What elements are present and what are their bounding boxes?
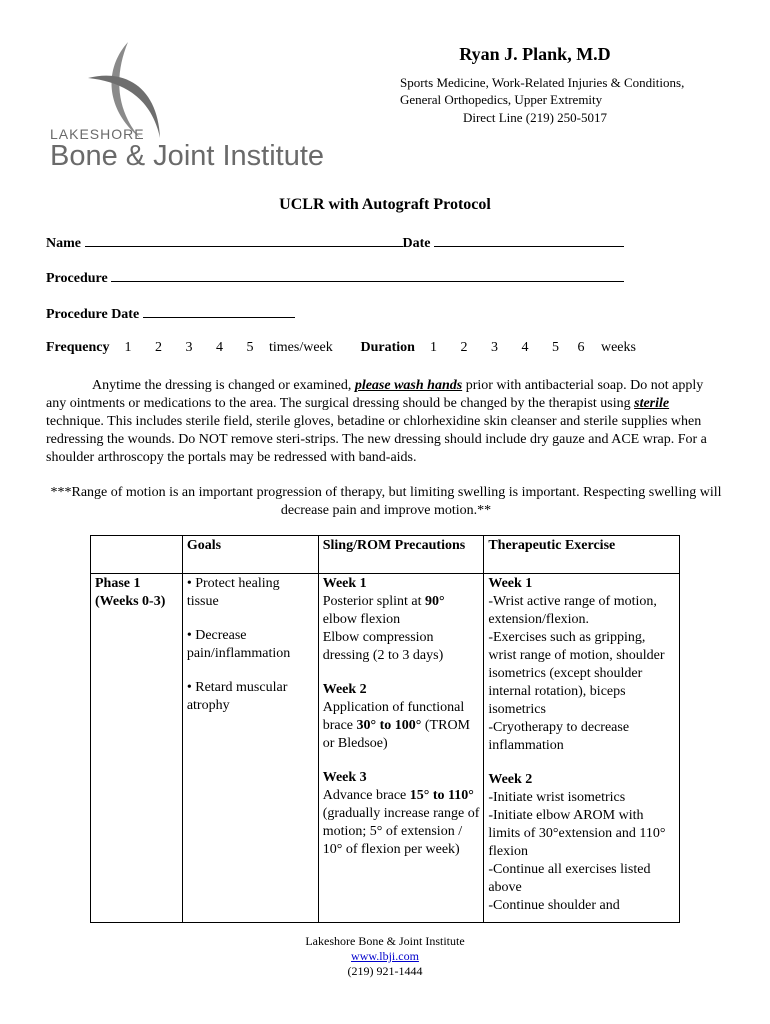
- direct-line: Direct Line (219) 250-5017: [462, 110, 608, 125]
- logo-text-bottom: Bone & Joint Institute: [50, 140, 325, 170]
- duration-option[interactable]: 4: [521, 340, 529, 355]
- ther-week-2: [488, 771, 675, 915]
- specialty: [400, 74, 730, 108]
- exercise-item: -Cryotherapy to decrease inflammation: [488, 720, 630, 753]
- wash-hands-emphasis: please wash hands: [354, 378, 463, 393]
- phase-title: Phase 1: [95, 576, 141, 591]
- degree-value: 90°: [425, 594, 445, 609]
- phase-weeks: (Weeks 0-3): [95, 594, 166, 609]
- week-heading: Week 2: [322, 682, 367, 697]
- goals-cell: [182, 574, 318, 923]
- procedure-label: Procedure: [46, 271, 108, 286]
- frequency-option[interactable]: 4: [216, 340, 224, 355]
- dressing-instructions: [46, 377, 716, 467]
- procedure-date-field[interactable]: [143, 305, 295, 318]
- text-span: Posterior splint at: [322, 594, 425, 609]
- sling-week-2-text: [323, 699, 480, 753]
- text-span: Advance brace: [322, 788, 410, 803]
- header-therapeutic-exercise: Therapeutic Exercise: [484, 536, 680, 574]
- frequency-duration-row: [46, 340, 636, 356]
- institute-logo: [48, 40, 328, 170]
- doctor-name: Ryan J. Plank, M.D: [459, 44, 611, 64]
- sling-week-1: [323, 575, 480, 665]
- sterile-emphasis: sterile: [634, 396, 670, 411]
- goal-item: • Decrease pain/inflammation: [186, 628, 291, 661]
- duration-unit: weeks: [600, 340, 636, 355]
- specialty-line-2: General Orthopedics, Upper Extremity: [400, 92, 603, 107]
- logo-text-top: LAKESHORE: [50, 126, 145, 142]
- header-sling-rom: Sling/ROM Precautions: [318, 536, 484, 574]
- duration-option[interactable]: 5: [551, 340, 559, 355]
- frequency-option[interactable]: 5: [246, 340, 254, 355]
- duration-option[interactable]: 1: [429, 340, 437, 355]
- week-heading: Week 1: [488, 576, 533, 591]
- protocol-table: [90, 535, 680, 923]
- page-title: UCLR with Autograft Protocol: [279, 196, 491, 213]
- exercise-item: -Exercises such as gripping, wrist range of motion, shoulder isometrics (except shoulder internal rotation), biceps isometrics: [488, 630, 665, 717]
- frequency-option[interactable]: 2: [155, 340, 163, 355]
- text-span: (TROM or Bledsoe): [322, 718, 471, 751]
- degree-value: 30° to 100°: [356, 718, 422, 733]
- week-heading: Week 1: [322, 576, 367, 591]
- exercise-item: -Wrist active range of motion, extension/flexion.: [488, 594, 657, 627]
- sling-week-2: [323, 681, 480, 753]
- dressing-text-1: Anytime the dressing is changed or examined,: [92, 378, 355, 393]
- sling-week-3-text: [323, 787, 480, 859]
- date-field[interactable]: [434, 234, 624, 247]
- sling-week-3: [323, 769, 480, 859]
- duration-label: Duration: [360, 340, 415, 355]
- logo-swoosh-icon: [48, 40, 328, 170]
- exercise-item: -Initiate wrist isometrics: [488, 790, 626, 805]
- text-span: (gradually increase range of motion; 5° of extension / 10° of flexion per week): [322, 806, 480, 857]
- footer-institute: Lakeshore Bone & Joint Institute: [305, 934, 465, 948]
- name-date-row: [46, 234, 624, 252]
- week-heading: Week 2: [488, 772, 533, 787]
- text-span: Application of functional brace: [322, 700, 465, 733]
- week-heading: Week 3: [322, 770, 367, 785]
- degree-value: 15° to 110°: [409, 788, 474, 803]
- footer: [0, 934, 770, 979]
- frequency-option[interactable]: 1: [124, 340, 132, 355]
- header-goals: Goals: [182, 536, 318, 574]
- duration-option[interactable]: 3: [490, 340, 498, 355]
- ther-week-1: [488, 575, 675, 755]
- sling-rom-cell: [318, 574, 484, 923]
- range-of-motion-note: ***Range of motion is an important progression of therapy, but limiting swelling is important. Respecting swelling will decrease pain and improve motion.**: [50, 485, 722, 518]
- frequency-unit: times/week: [269, 340, 333, 355]
- procedure-field[interactable]: [111, 269, 624, 282]
- dressing-text-2: prior with antibacterial soap. Do not apply any ointments or medications to the area. The surgical dressing should be changed by the therapist using: [46, 378, 704, 411]
- procedure-row: [46, 269, 624, 287]
- name-label: Name: [46, 236, 81, 251]
- specialty-line-1: Sports Medicine, Work-Related Injuries & Conditions,: [400, 75, 685, 90]
- text-span: elbow flexion: [322, 612, 401, 627]
- duration-option[interactable]: 6: [577, 340, 585, 355]
- exercise-item: -Continue all exercises listed above: [488, 862, 651, 895]
- exercise-item: -Continue shoulder and: [488, 898, 620, 913]
- footer-phone: (219) 921-1444: [347, 964, 423, 978]
- procedure-date-label: Procedure Date: [46, 307, 140, 322]
- duration-option[interactable]: 2: [460, 340, 468, 355]
- dressing-text-3: technique. This includes sterile field, sterile gloves, betadine or chlorhexidine skin cleanser and sterile supplies when redressing the wounds. Do NOT remove steri-strips. The new dressing should include dry gauze and ACE wrap. For a shoulder arthroscopy the portals may be redressed with band-aids.: [46, 414, 707, 465]
- name-field[interactable]: [85, 234, 403, 247]
- procedure-date-row: [46, 305, 295, 323]
- table-header-row: [91, 536, 680, 574]
- therapeutic-exercise-cell: [484, 574, 680, 923]
- goal-item: • Retard muscular atrophy: [186, 680, 288, 713]
- sling-week-1-compression: Elbow compression dressing (2 to 3 days): [322, 630, 444, 663]
- date-label: Date: [402, 236, 431, 251]
- goal-item: • Protect healing tissue: [186, 576, 280, 609]
- frequency-option[interactable]: 3: [185, 340, 193, 355]
- phase-cell: [91, 574, 183, 923]
- table-row: [91, 574, 680, 923]
- exercise-item: -Initiate elbow AROM with limits of 30°extension and 110° flexion: [488, 808, 666, 859]
- header-phase: [91, 536, 183, 574]
- frequency-label: Frequency: [46, 340, 110, 355]
- footer-website-link[interactable]: www.lbji.com: [351, 949, 419, 963]
- sling-week-1-text: [323, 593, 480, 629]
